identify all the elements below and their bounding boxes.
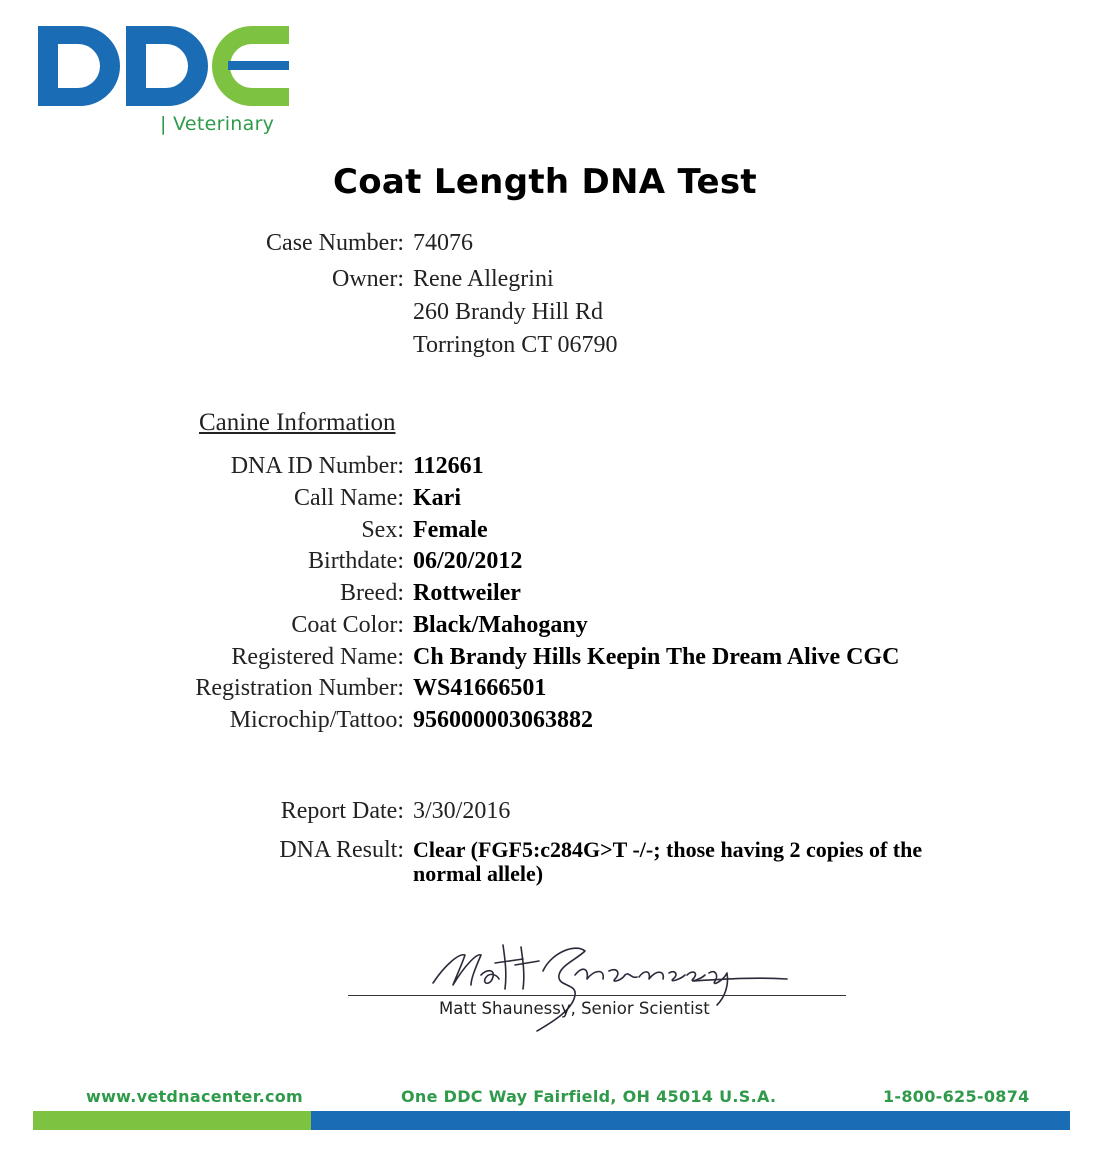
birthdate-label: Birthdate: (308, 548, 404, 574)
logo-subtitle: | Veterinary (160, 113, 275, 135)
microchip-value: 956000003063882 (413, 707, 593, 733)
owner-address-line-2: Torrington CT 06790 (413, 332, 618, 358)
registration-number-label: Registration Number: (195, 675, 404, 701)
report-date-value: 3/30/2016 (413, 798, 511, 824)
owner-label: Owner: (332, 266, 404, 292)
call-name-label: Call Name: (294, 485, 404, 511)
dna-result-label: DNA Result: (279, 837, 404, 863)
signer-name: Matt Shaunessy, Senior Scientist (439, 999, 710, 1018)
case-number-label: Case Number: (266, 230, 404, 256)
footer-bar-green (33, 1111, 311, 1130)
microchip-label: Microchip/Tattoo: (229, 707, 404, 733)
footer-address: One DDC Way Fairfield, OH 45014 U.S.A. (401, 1087, 777, 1106)
footer-website: www.vetdnacenter.com (86, 1087, 304, 1106)
signature-line (348, 995, 846, 996)
birthdate-value: 06/20/2012 (413, 548, 523, 574)
dna-id-value: 112661 (413, 453, 484, 479)
registered-name-label: Registered Name: (231, 644, 404, 670)
footer-phone: 1-800-625-0874 (883, 1087, 1030, 1106)
dna-id-label: DNA ID Number: (230, 453, 404, 479)
dna-result-value: Clear (FGF5:c284G>T -/-; those having 2 copies of the normal allele) (413, 837, 923, 886)
sex-value: Female (413, 517, 488, 543)
sex-label: Sex: (361, 517, 404, 543)
breed-label: Breed: (340, 580, 404, 606)
document-title: Coat Length DNA Test (333, 162, 757, 202)
canine-information-heading: Canine Information (199, 409, 396, 436)
handwritten-signature (425, 935, 805, 1035)
coat-color-label: Coat Color: (291, 612, 404, 638)
case-number-value: 74076 (413, 230, 473, 256)
call-name-value: Kari (413, 485, 461, 511)
registered-name-value: Ch Brandy Hills Keepin The Dream Alive CGC (413, 644, 900, 670)
report-date-label: Report Date: (280, 798, 404, 824)
coat-color-value: Black/Mahogany (413, 612, 588, 638)
owner-address-line-1: 260 Brandy Hill Rd (413, 299, 603, 325)
registration-number-value: WS41666501 (413, 675, 547, 701)
footer-bar-blue (311, 1111, 1070, 1130)
breed-value: Rottweiler (413, 580, 521, 606)
owner-name: Rene Allegrini (413, 266, 554, 292)
